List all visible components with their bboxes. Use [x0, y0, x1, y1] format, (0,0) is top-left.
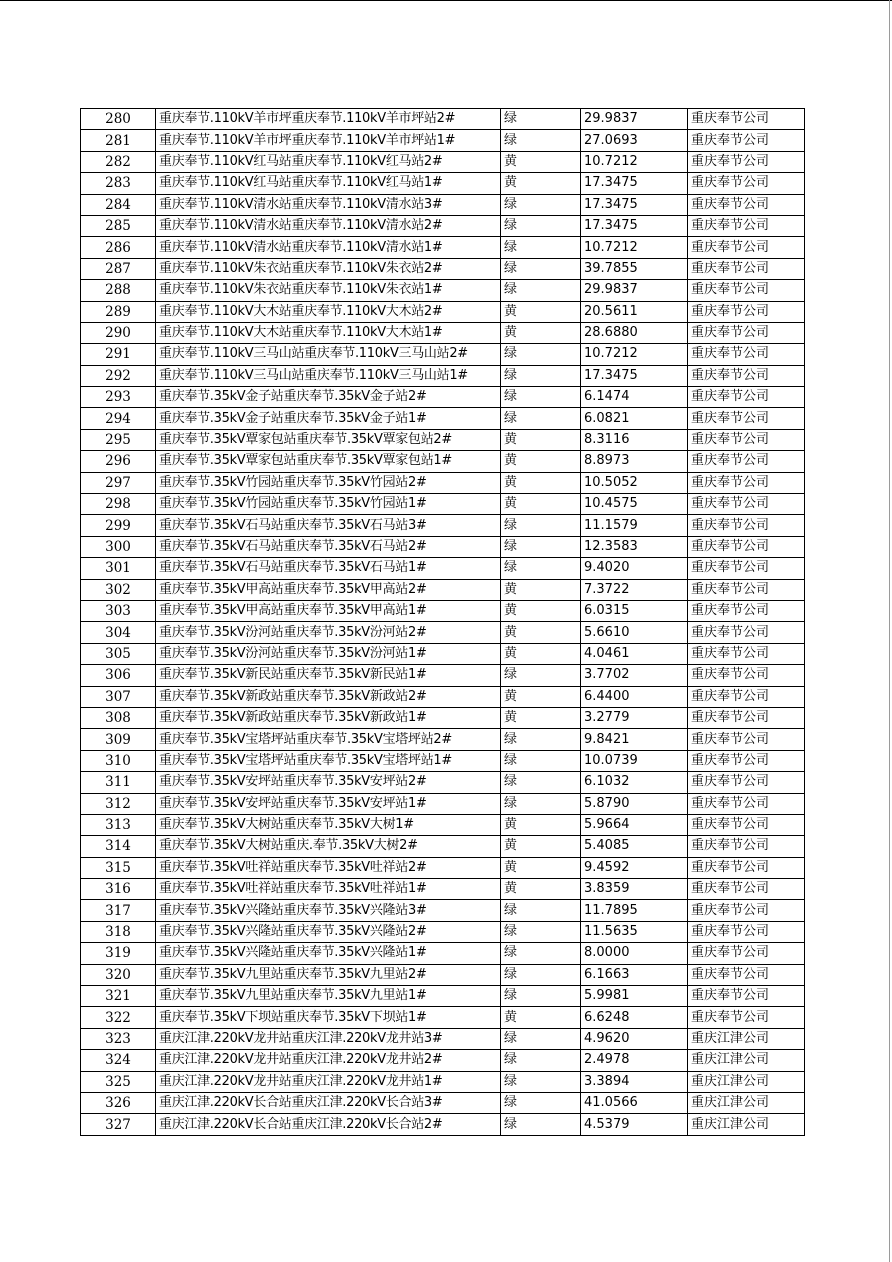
station-name-cell: 重庆江津.220kV长合站重庆江津.220kV长合站2# — [156, 1114, 501, 1135]
status-color-cell: 黄 — [501, 857, 581, 878]
row-number-cell: 310 — [81, 750, 156, 771]
station-name-cell: 重庆奉节.35kV竹园站重庆奉节.35kV竹园站2# — [156, 472, 501, 493]
table-row — [81, 943, 805, 964]
station-name-cell: 重庆奉节.35kV石马站重庆奉节.35kV石马站2# — [156, 536, 501, 557]
value-cell: 29.9837 — [581, 280, 688, 301]
row-number-cell: 308 — [81, 707, 156, 728]
station-name-cell: 重庆奉节.110kV清水站重庆奉节.110kV清水站2# — [156, 215, 501, 236]
company-cell: 重庆奉节公司 — [688, 280, 805, 301]
table-row — [81, 515, 805, 536]
table-row — [81, 109, 805, 130]
table-row — [81, 579, 805, 600]
table-row — [81, 986, 805, 1007]
status-color-cell: 黄 — [501, 879, 581, 900]
table-row — [81, 814, 805, 835]
status-color-cell: 绿 — [501, 1028, 581, 1049]
company-cell: 重庆奉节公司 — [688, 622, 805, 643]
row-number-cell: 311 — [81, 772, 156, 793]
status-color-cell: 绿 — [501, 130, 581, 151]
status-color-cell: 绿 — [501, 921, 581, 942]
company-cell: 重庆奉节公司 — [688, 494, 805, 515]
station-name-cell: 重庆奉节.110kV朱衣站重庆奉节.110kV朱衣站1# — [156, 280, 501, 301]
status-color-cell: 绿 — [501, 986, 581, 1007]
table-row — [81, 301, 805, 322]
company-cell: 重庆奉节公司 — [688, 879, 805, 900]
row-number-cell: 326 — [81, 1092, 156, 1113]
station-name-cell: 重庆奉节.35kV安坪站重庆奉节.35kV安坪站2# — [156, 772, 501, 793]
value-cell: 11.1579 — [581, 515, 688, 536]
station-name-cell: 重庆奉节.35kV兴隆站重庆奉节.35kV兴隆站2# — [156, 921, 501, 942]
row-number-cell: 318 — [81, 921, 156, 942]
table-row — [81, 836, 805, 857]
station-name-cell: 重庆奉节.35kV下坝站重庆奉节.35kV下坝站1# — [156, 1007, 501, 1028]
status-color-cell: 黄 — [501, 814, 581, 835]
status-color-cell: 黄 — [501, 643, 581, 664]
status-color-cell: 黄 — [501, 322, 581, 343]
table-row — [81, 1071, 805, 1092]
station-name-cell: 重庆奉节.35kV汾河站重庆奉节.35kV汾河站2# — [156, 622, 501, 643]
value-cell: 6.0821 — [581, 408, 688, 429]
row-number-cell: 304 — [81, 622, 156, 643]
station-name-cell: 重庆奉节.35kV兴隆站重庆奉节.35kV兴隆站1# — [156, 943, 501, 964]
station-name-cell: 重庆奉节.35kV石马站重庆奉节.35kV石马站3# — [156, 515, 501, 536]
company-cell: 重庆奉节公司 — [688, 365, 805, 386]
table-row — [81, 665, 805, 686]
value-cell: 5.9981 — [581, 986, 688, 1007]
station-name-cell: 重庆江津.220kV长合站重庆江津.220kV长合站3# — [156, 1092, 501, 1113]
value-cell: 3.2779 — [581, 707, 688, 728]
status-color-cell: 绿 — [501, 408, 581, 429]
value-cell: 2.4978 — [581, 1050, 688, 1071]
station-name-cell: 重庆奉节.35kV金子站重庆奉节.35kV金子站1# — [156, 408, 501, 429]
row-number-cell: 293 — [81, 387, 156, 408]
company-cell: 重庆奉节公司 — [688, 729, 805, 750]
status-color-cell: 黄 — [501, 451, 581, 472]
value-cell: 4.0461 — [581, 643, 688, 664]
status-color-cell: 绿 — [501, 258, 581, 279]
station-name-cell: 重庆奉节.35kV大树站重庆奉节.35kV大树1# — [156, 814, 501, 835]
status-color-cell: 绿 — [501, 943, 581, 964]
company-cell: 重庆奉节公司 — [688, 793, 805, 814]
status-color-cell: 绿 — [501, 215, 581, 236]
row-number-cell: 298 — [81, 494, 156, 515]
table-row — [81, 686, 805, 707]
page-right-border — [889, 0, 890, 1262]
value-cell: 39.7855 — [581, 258, 688, 279]
company-cell: 重庆奉节公司 — [688, 665, 805, 686]
station-name-cell: 重庆奉节.35kV吐祥站重庆奉节.35kV吐祥站2# — [156, 857, 501, 878]
value-cell: 5.8790 — [581, 793, 688, 814]
row-number-cell: 316 — [81, 879, 156, 900]
status-color-cell: 黄 — [501, 600, 581, 621]
status-color-cell: 黄 — [501, 472, 581, 493]
value-cell: 7.3722 — [581, 579, 688, 600]
station-name-cell: 重庆江津.220kV龙井站重庆江津.220kV龙井站2# — [156, 1050, 501, 1071]
value-cell: 12.3583 — [581, 536, 688, 557]
value-cell: 9.8421 — [581, 729, 688, 750]
company-cell: 重庆奉节公司 — [688, 429, 805, 450]
status-color-cell: 黄 — [501, 301, 581, 322]
row-number-cell: 309 — [81, 729, 156, 750]
table-row — [81, 1007, 805, 1028]
company-cell: 重庆奉节公司 — [688, 943, 805, 964]
status-color-cell: 黄 — [501, 173, 581, 194]
value-cell: 17.3475 — [581, 194, 688, 215]
company-cell: 重庆奉节公司 — [688, 408, 805, 429]
status-color-cell: 绿 — [501, 237, 581, 258]
value-cell: 27.0693 — [581, 130, 688, 151]
table-row — [81, 707, 805, 728]
value-cell: 41.0566 — [581, 1092, 688, 1113]
table-row — [81, 280, 805, 301]
value-cell: 8.8973 — [581, 451, 688, 472]
table-row — [81, 365, 805, 386]
company-cell: 重庆奉节公司 — [688, 964, 805, 985]
company-cell: 重庆奉节公司 — [688, 558, 805, 579]
row-number-cell: 322 — [81, 1007, 156, 1028]
company-cell: 重庆江津公司 — [688, 1092, 805, 1113]
station-name-cell: 重庆奉节.35kV甲高站重庆奉节.35kV甲高站1# — [156, 600, 501, 621]
station-name-cell: 重庆奉节.35kV甲高站重庆奉节.35kV甲高站2# — [156, 579, 501, 600]
status-color-cell: 绿 — [501, 964, 581, 985]
value-cell: 5.6610 — [581, 622, 688, 643]
company-cell: 重庆奉节公司 — [688, 301, 805, 322]
status-color-cell: 绿 — [501, 900, 581, 921]
station-name-cell: 重庆奉节.110kV红马站重庆奉节.110kV红马站2# — [156, 151, 501, 172]
value-cell: 8.3116 — [581, 429, 688, 450]
status-color-cell: 绿 — [501, 194, 581, 215]
value-cell: 10.7212 — [581, 151, 688, 172]
row-number-cell: 319 — [81, 943, 156, 964]
company-cell: 重庆奉节公司 — [688, 258, 805, 279]
row-number-cell: 301 — [81, 558, 156, 579]
table-row — [81, 729, 805, 750]
status-color-cell: 绿 — [501, 558, 581, 579]
table-row — [81, 643, 805, 664]
value-cell: 17.3475 — [581, 215, 688, 236]
table-row — [81, 215, 805, 236]
value-cell: 3.7702 — [581, 665, 688, 686]
company-cell: 重庆奉节公司 — [688, 237, 805, 258]
status-color-cell: 绿 — [501, 729, 581, 750]
station-name-cell: 重庆奉节.35kV新民站重庆奉节.35kV新民站1# — [156, 665, 501, 686]
company-cell: 重庆奉节公司 — [688, 472, 805, 493]
value-cell: 4.5379 — [581, 1114, 688, 1135]
status-color-cell: 黄 — [501, 686, 581, 707]
value-cell: 17.3475 — [581, 173, 688, 194]
status-color-cell: 黄 — [501, 836, 581, 857]
station-name-cell: 重庆奉节.35kV覃家包站重庆奉节.35kV覃家包站1# — [156, 451, 501, 472]
status-color-cell: 绿 — [501, 109, 581, 130]
status-color-cell: 绿 — [501, 793, 581, 814]
station-name-cell: 重庆奉节.35kV汾河站重庆奉节.35kV汾河站1# — [156, 643, 501, 664]
row-number-cell: 327 — [81, 1114, 156, 1135]
table-row — [81, 536, 805, 557]
company-cell: 重庆江津公司 — [688, 1028, 805, 1049]
station-name-cell: 重庆奉节.110kV清水站重庆奉节.110kV清水站1# — [156, 237, 501, 258]
company-cell: 重庆奉节公司 — [688, 1007, 805, 1028]
company-cell: 重庆奉节公司 — [688, 772, 805, 793]
table-row — [81, 194, 805, 215]
row-number-cell: 300 — [81, 536, 156, 557]
row-number-cell: 307 — [81, 686, 156, 707]
company-cell: 重庆奉节公司 — [688, 921, 805, 942]
company-cell: 重庆奉节公司 — [688, 151, 805, 172]
value-cell: 9.4020 — [581, 558, 688, 579]
row-number-cell: 290 — [81, 322, 156, 343]
status-color-cell: 黄 — [501, 707, 581, 728]
row-number-cell: 320 — [81, 964, 156, 985]
company-cell: 重庆奉节公司 — [688, 515, 805, 536]
station-name-cell: 重庆奉节.110kV三马山站重庆奉节.110kV三马山站2# — [156, 344, 501, 365]
table-row — [81, 258, 805, 279]
table-row — [81, 451, 805, 472]
company-cell: 重庆奉节公司 — [688, 643, 805, 664]
status-color-cell: 绿 — [501, 387, 581, 408]
status-color-cell: 绿 — [501, 772, 581, 793]
status-color-cell: 绿 — [501, 1071, 581, 1092]
row-number-cell: 291 — [81, 344, 156, 365]
value-cell: 11.7895 — [581, 900, 688, 921]
row-number-cell: 294 — [81, 408, 156, 429]
company-cell: 重庆奉节公司 — [688, 215, 805, 236]
row-number-cell: 321 — [81, 986, 156, 1007]
row-number-cell: 281 — [81, 130, 156, 151]
row-number-cell: 295 — [81, 429, 156, 450]
status-color-cell: 绿 — [501, 1092, 581, 1113]
company-cell: 重庆江津公司 — [688, 1071, 805, 1092]
row-number-cell: 288 — [81, 280, 156, 301]
value-cell: 5.9664 — [581, 814, 688, 835]
row-number-cell: 317 — [81, 900, 156, 921]
value-cell: 20.5611 — [581, 301, 688, 322]
status-color-cell: 绿 — [501, 536, 581, 557]
station-name-cell: 重庆奉节.35kV兴隆站重庆奉节.35kV兴隆站3# — [156, 900, 501, 921]
company-cell: 重庆奉节公司 — [688, 451, 805, 472]
value-cell: 10.5052 — [581, 472, 688, 493]
table-row — [81, 1028, 805, 1049]
station-name-cell: 重庆奉节.35kV九里站重庆奉节.35kV九里站1# — [156, 986, 501, 1007]
company-cell: 重庆奉节公司 — [688, 986, 805, 1007]
value-cell: 9.4592 — [581, 857, 688, 878]
station-name-cell: 重庆奉节.35kV宝塔坪站重庆奉节.35kV宝塔坪站2# — [156, 729, 501, 750]
table-row — [81, 964, 805, 985]
company-cell: 重庆奉节公司 — [688, 322, 805, 343]
table-row — [81, 322, 805, 343]
station-name-cell: 重庆奉节.35kV九里站重庆奉节.35kV九里站2# — [156, 964, 501, 985]
status-color-cell: 绿 — [501, 750, 581, 771]
page-top-border — [0, 0, 892, 1]
station-name-cell: 重庆奉节.110kV三马山站重庆奉节.110kV三马山站1# — [156, 365, 501, 386]
status-color-cell: 黄 — [501, 494, 581, 515]
value-cell: 10.4575 — [581, 494, 688, 515]
value-cell: 10.7212 — [581, 237, 688, 258]
table-row — [81, 387, 805, 408]
value-cell: 29.9837 — [581, 109, 688, 130]
row-number-cell: 282 — [81, 151, 156, 172]
value-cell: 4.9620 — [581, 1028, 688, 1049]
company-cell: 重庆江津公司 — [688, 1050, 805, 1071]
station-name-cell: 重庆江津.220kV龙井站重庆江津.220kV龙井站1# — [156, 1071, 501, 1092]
station-name-cell: 重庆奉节.110kV大木站重庆奉节.110kV大木站1# — [156, 322, 501, 343]
station-name-cell: 重庆奉节.35kV石马站重庆奉节.35kV石马站1# — [156, 558, 501, 579]
data-table — [80, 108, 805, 1136]
company-cell: 重庆奉节公司 — [688, 536, 805, 557]
table-row — [81, 1092, 805, 1113]
table-body — [81, 109, 805, 1136]
table-row — [81, 472, 805, 493]
table-row — [81, 494, 805, 515]
status-color-cell: 绿 — [501, 365, 581, 386]
row-number-cell: 284 — [81, 194, 156, 215]
row-number-cell: 324 — [81, 1050, 156, 1071]
value-cell: 6.6248 — [581, 1007, 688, 1028]
table-row — [81, 622, 805, 643]
station-name-cell: 重庆奉节.35kV安坪站重庆奉节.35kV安坪站1# — [156, 793, 501, 814]
company-cell: 重庆奉节公司 — [688, 707, 805, 728]
row-number-cell: 312 — [81, 793, 156, 814]
value-cell: 6.4400 — [581, 686, 688, 707]
table-row — [81, 237, 805, 258]
table-row — [81, 429, 805, 450]
row-number-cell: 313 — [81, 814, 156, 835]
row-number-cell: 299 — [81, 515, 156, 536]
company-cell: 重庆奉节公司 — [688, 600, 805, 621]
row-number-cell: 315 — [81, 857, 156, 878]
company-cell: 重庆奉节公司 — [688, 900, 805, 921]
table-row — [81, 772, 805, 793]
station-name-cell: 重庆奉节.35kV宝塔坪站重庆奉节.35kV宝塔坪站1# — [156, 750, 501, 771]
table-row — [81, 921, 805, 942]
value-cell: 5.4085 — [581, 836, 688, 857]
company-cell: 重庆奉节公司 — [688, 109, 805, 130]
value-cell: 28.6880 — [581, 322, 688, 343]
table-row — [81, 857, 805, 878]
table-row — [81, 600, 805, 621]
company-cell: 重庆奉节公司 — [688, 579, 805, 600]
table-row — [81, 408, 805, 429]
table-row — [81, 173, 805, 194]
company-cell: 重庆奉节公司 — [688, 173, 805, 194]
company-cell: 重庆奉节公司 — [688, 130, 805, 151]
station-name-cell: 重庆奉节.35kV新政站重庆奉节.35kV新政站1# — [156, 707, 501, 728]
row-number-cell: 296 — [81, 451, 156, 472]
company-cell: 重庆奉节公司 — [688, 814, 805, 835]
table-row — [81, 558, 805, 579]
row-number-cell: 306 — [81, 665, 156, 686]
row-number-cell: 305 — [81, 643, 156, 664]
status-color-cell: 绿 — [501, 1050, 581, 1071]
value-cell: 6.1663 — [581, 964, 688, 985]
station-name-cell: 重庆江津.220kV龙井站重庆江津.220kV龙井站3# — [156, 1028, 501, 1049]
value-cell: 3.3894 — [581, 1071, 688, 1092]
row-number-cell: 292 — [81, 365, 156, 386]
company-cell: 重庆奉节公司 — [688, 344, 805, 365]
value-cell: 8.0000 — [581, 943, 688, 964]
status-color-cell: 黄 — [501, 1007, 581, 1028]
station-name-cell: 重庆奉节.35kV竹园站重庆奉节.35kV竹园站1# — [156, 494, 501, 515]
row-number-cell: 314 — [81, 836, 156, 857]
company-cell: 重庆江津公司 — [688, 1114, 805, 1135]
value-cell: 6.1474 — [581, 387, 688, 408]
table-row — [81, 1050, 805, 1071]
value-cell: 6.1032 — [581, 772, 688, 793]
value-cell: 3.8359 — [581, 879, 688, 900]
company-cell: 重庆奉节公司 — [688, 387, 805, 408]
value-cell: 17.3475 — [581, 365, 688, 386]
status-color-cell: 黄 — [501, 429, 581, 450]
value-cell: 6.0315 — [581, 600, 688, 621]
company-cell: 重庆奉节公司 — [688, 194, 805, 215]
station-name-cell: 重庆奉节.110kV红马站重庆奉节.110kV红马站1# — [156, 173, 501, 194]
status-color-cell: 黄 — [501, 579, 581, 600]
status-color-cell: 绿 — [501, 280, 581, 301]
row-number-cell: 297 — [81, 472, 156, 493]
value-cell: 11.5635 — [581, 921, 688, 942]
station-name-cell: 重庆奉节.35kV新政站重庆奉节.35kV新政站2# — [156, 686, 501, 707]
station-name-cell: 重庆奉节.110kV羊市坪重庆奉节.110kV羊市坪站1# — [156, 130, 501, 151]
company-cell: 重庆奉节公司 — [688, 750, 805, 771]
table-row — [81, 344, 805, 365]
table-row — [81, 1114, 805, 1135]
station-name-cell: 重庆奉节.35kV大树站重庆.奉节.35kV大树2# — [156, 836, 501, 857]
status-color-cell: 黄 — [501, 151, 581, 172]
station-name-cell: 重庆奉节.110kV羊市坪重庆奉节.110kV羊市坪站2# — [156, 109, 501, 130]
status-color-cell: 绿 — [501, 1114, 581, 1135]
table-row — [81, 879, 805, 900]
row-number-cell: 280 — [81, 109, 156, 130]
station-name-cell: 重庆奉节.35kV覃家包站重庆奉节.35kV覃家包站2# — [156, 429, 501, 450]
status-color-cell: 绿 — [501, 344, 581, 365]
value-cell: 10.7212 — [581, 344, 688, 365]
table-row — [81, 793, 805, 814]
status-color-cell: 绿 — [501, 665, 581, 686]
value-cell: 10.0739 — [581, 750, 688, 771]
station-name-cell: 重庆奉节.35kV吐祥站重庆奉节.35kV吐祥站1# — [156, 879, 501, 900]
status-color-cell: 黄 — [501, 622, 581, 643]
company-cell: 重庆奉节公司 — [688, 836, 805, 857]
table-row — [81, 900, 805, 921]
station-name-cell: 重庆奉节.35kV金子站重庆奉节.35kV金子站2# — [156, 387, 501, 408]
row-number-cell: 283 — [81, 173, 156, 194]
row-number-cell: 323 — [81, 1028, 156, 1049]
row-number-cell: 302 — [81, 579, 156, 600]
row-number-cell: 286 — [81, 237, 156, 258]
table-row — [81, 151, 805, 172]
row-number-cell: 287 — [81, 258, 156, 279]
company-cell: 重庆奉节公司 — [688, 686, 805, 707]
table-row — [81, 130, 805, 151]
station-name-cell: 重庆奉节.110kV朱衣站重庆奉节.110kV朱衣站2# — [156, 258, 501, 279]
status-color-cell: 绿 — [501, 515, 581, 536]
row-number-cell: 303 — [81, 600, 156, 621]
row-number-cell: 285 — [81, 215, 156, 236]
station-name-cell: 重庆奉节.110kV清水站重庆奉节.110kV清水站3# — [156, 194, 501, 215]
row-number-cell: 289 — [81, 301, 156, 322]
company-cell: 重庆奉节公司 — [688, 857, 805, 878]
table-row — [81, 750, 805, 771]
row-number-cell: 325 — [81, 1071, 156, 1092]
station-name-cell: 重庆奉节.110kV大木站重庆奉节.110kV大木站2# — [156, 301, 501, 322]
